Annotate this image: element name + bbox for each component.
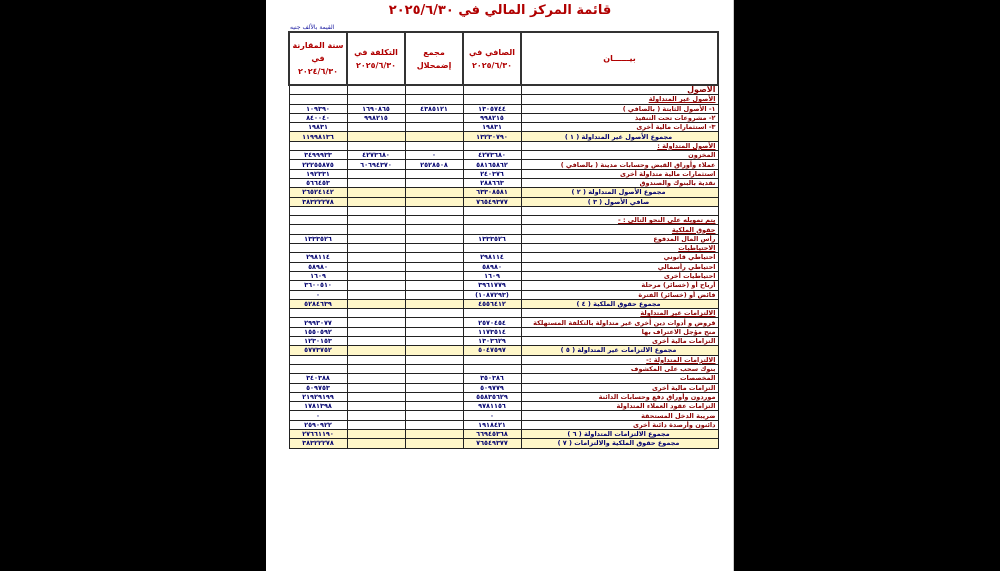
cost-cell [347,411,405,420]
cost-cell [347,290,405,299]
table-row [289,392,718,401]
depreciation-cell [405,337,463,346]
table-row [289,420,718,429]
depreciation-cell [405,113,463,122]
table-row [289,299,718,308]
cost-cell [347,309,405,318]
comparison-cell: ٠ [289,411,347,420]
comparison-cell: ٠ [289,290,347,299]
cost-cell [347,420,405,429]
depreciation-cell [405,169,463,178]
depreciation-cell [405,225,463,234]
table-row [289,411,718,420]
net-cell: ١٩١٨٤٢١ [463,420,521,429]
row-label: ٢- مشروعات تحت التنفيذ [521,113,718,122]
cost-cell [347,206,405,215]
net-cell: ١١٧٣٥١٤ [463,327,521,336]
comparison-cell: ١٩٢٣٣١ [289,169,347,178]
depreciation-cell [405,271,463,280]
table-row [289,85,718,95]
cost-cell [347,234,405,243]
cost-cell [347,429,405,438]
comparison-cell: ٢٧٦٦١١٩٠ [289,429,347,438]
depreciation-cell [405,327,463,336]
comparison-cell: ٣٦٠٠٥١٠ [289,281,347,290]
cost-cell [347,318,405,327]
net-cell [463,95,521,104]
row-label: الأصول المتداولة : [521,141,718,150]
page-title: قائمة المركز المالي في ٢٠٢٥/٦/٣٠ [388,3,612,18]
depreciation-cell [405,281,463,290]
row-label: استثمارات مالية متداولة أخرى [521,169,718,178]
row-label: احتياطيات أخرى [521,271,718,280]
net-cell [463,309,521,318]
comparison-cell: ٢١٩٢٩١٩٩ [289,392,347,401]
net-cell: ٧٦٥٤٩٣٧٧ [463,197,521,206]
table-row [289,225,718,234]
depreciation-cell [405,299,463,308]
depreciation-cell [405,420,463,429]
table-row [289,402,718,411]
comparison-cell: ١٧٨١٣٩٨ [289,402,347,411]
row-label: نقدية بالبنوك والصندوق [521,178,718,187]
depreciation-cell [405,197,463,206]
cost-cell: ٦٠٦٩٤٣٧٠ [347,160,405,169]
cost-cell [347,178,405,187]
net-cell [463,225,521,234]
table-row [289,113,718,122]
depreciation-cell [405,346,463,355]
depreciation-cell [405,392,463,401]
comparison-cell: ١٣٣٣٥٢٦ [289,234,347,243]
depreciation-cell [405,141,463,150]
table-row [289,160,718,169]
cost-cell [347,244,405,253]
cost-cell [347,197,405,206]
net-cell: ٣٥٠٣٨٦ [463,374,521,383]
header-statement: بيــــــان [521,32,718,85]
comparison-cell: ٢٦٥٢٤١٤٢ [289,188,347,197]
cost-cell [347,141,405,150]
cost-cell [347,95,405,104]
row-label: رأس المال المدفوع [521,234,718,243]
comparison-cell [289,85,347,95]
comparison-cell: ٥٠٩٧٥٣ [289,383,347,392]
comparison-cell: ٥٢٨٤٦٣٩ [289,299,347,308]
cost-cell [347,346,405,355]
comparison-cell [289,95,347,104]
comparison-cell [289,244,347,253]
comparison-cell [289,364,347,373]
table-row [289,104,718,113]
depreciation-cell [405,318,463,327]
row-label: ١- الأصول الثابتة ( بالصافي ) [521,104,718,113]
cost-cell [347,299,405,308]
depreciation-cell [405,234,463,243]
financial-position-table [288,31,719,449]
cost-cell [347,123,405,132]
table-row [289,355,718,364]
cost-cell [347,271,405,280]
depreciation-cell [405,374,463,383]
header-net: الصافي في ٢٠٢٥/٦/٣٠ [463,32,521,85]
row-label: دائنون وأرصدة دائنة أخرى [521,420,718,429]
comparison-cell: ٣٤٠٣٨٨ [289,374,347,383]
header-cost: التكلفة في ٢٠٢٥/٦/٣٠ [347,32,405,85]
comparison-cell [289,206,347,215]
depreciation-cell [405,309,463,318]
comparison-cell: ١٢٣٠١٥٣ [289,337,347,346]
statement-page [266,0,734,571]
cost-cell [347,355,405,364]
table-row [289,271,718,280]
row-label: ضريبة الدخل المستحقة [521,411,718,420]
comparison-cell: ٥٧٧٣٧٥٢ [289,346,347,355]
cost-cell [347,337,405,346]
cost-cell [347,85,405,95]
cost-cell [347,439,405,448]
cost-cell [347,188,405,197]
depreciation-cell [405,216,463,225]
header-depreciation: مجمع إضمحلال [405,32,463,85]
net-cell: ٢٤٠٣٧٦ [463,169,521,178]
row-label: فائض أو (خسائر) الفترة [521,290,718,299]
cost-cell [347,225,405,234]
table-row [289,318,718,327]
table-row [289,262,718,271]
net-cell: ٢٥٧٠٤٥٤ [463,318,521,327]
row-label: عملاء وأوراق القبض وحسابات مدينة ( بالصافي ) [521,160,718,169]
row-label: قروض و أدوات دين أخرى غير متداولة بالتكلفة المستهلكة [521,318,718,327]
row-label: المخزون [521,151,718,160]
depreciation-cell: ٠ [405,151,463,160]
cost-cell [347,216,405,225]
cost-cell: ٤٢٧٣٦٨٠ [347,151,405,160]
depreciation-cell [405,364,463,373]
depreciation-cell [405,206,463,215]
row-label: يتم تمويله على النحو التالي : - [521,216,718,225]
table-row [289,383,718,392]
comparison-cell: ٣٤٩٩٩٣٣ [289,151,347,160]
table-row [289,197,718,206]
net-cell: ٥٨٩٨٠ [463,262,521,271]
comparison-cell: ٣٨٣٢٢٢٧٨ [289,197,347,206]
cost-cell [347,402,405,411]
row-label: مجموع الأصول غير المتداولة ( ١ ) [521,132,718,141]
net-cell [463,216,521,225]
row-label: مجموع الأصول المتداولة ( ٢ ) [521,188,718,197]
cost-cell [347,364,405,373]
depreciation-cell: ٢٥٢٨٥٠٨ [405,160,463,169]
comparison-cell: ١١٩٩٨١٣٦ [289,132,347,141]
table-row [289,364,718,373]
net-cell: ٦٣٣٠٨٥٨١ [463,188,521,197]
cost-cell [347,262,405,271]
cost-cell: ١٦٩٠٨٦٥ [347,104,405,113]
net-cell [463,206,521,215]
cost-cell [347,392,405,401]
table-row [289,123,718,132]
table-row [289,188,718,197]
comparison-cell: ٢٩٨١١٤ [289,253,347,262]
depreciation-cell: ٤٣٨٥١٢١ [405,104,463,113]
row-label: أرباح أو (خسائر) مرحلة [521,281,718,290]
table-row [289,374,718,383]
net-cell: ١٣٢٣٠٧٩٠ [463,132,521,141]
comparison-cell: ٥٨٩٨٠ [289,262,347,271]
comparison-cell [289,355,347,364]
table-row [289,346,718,355]
row-label: مجموع الالتزامات غير المتداولة ( ٥ ) [521,346,718,355]
row-label: منح مؤجل الاعتراف بها [521,327,718,336]
comparison-cell: ٢٩٩٣٠٧٧ [289,318,347,327]
table-row [289,309,718,318]
cost-cell [347,383,405,392]
net-cell: ٦٦٩٤٥٣٦٨ [463,429,521,438]
comparison-cell: ١٥٥٠٥٩٢ [289,327,347,336]
table-row [289,141,718,150]
comparison-cell: ٢٥٩٠٩٢٢ [289,420,347,429]
net-cell [463,141,521,150]
comparison-cell: ٨٤٠٠٤٠ [289,113,347,122]
net-cell: ٤٢٧٣٦٨٠ [463,151,521,160]
depreciation-cell [405,290,463,299]
table-row [289,253,718,262]
depreciation-cell [405,402,463,411]
depreciation-cell [405,178,463,187]
cost-cell [347,132,405,141]
table-row [289,216,718,225]
net-cell: ٢٩٨١١٤ [463,253,521,262]
comparison-cell [289,225,347,234]
cost-cell [347,374,405,383]
comparison-cell [289,216,347,225]
table-row [289,95,718,104]
row-label: صافي الأصول ( ٣ ) [521,197,718,206]
row-label: المخصصات [521,374,718,383]
comparison-cell: ١٦٠٩ [289,271,347,280]
net-cell [463,244,521,253]
page-edge [733,0,734,571]
comparison-cell: ١٩٨٣١ [289,123,347,132]
net-cell: ٩٩٨٢١٥ [463,113,521,122]
net-cell [463,85,521,95]
row-label: بنوك سحب على المكشوف [521,364,718,373]
table-row [289,439,718,448]
table-row [289,244,718,253]
depreciation-cell [405,439,463,448]
depreciation-cell [405,355,463,364]
depreciation-cell [405,244,463,253]
row-label: الالتزامات غير المتداولة [521,309,718,318]
table-header-row [289,32,718,85]
depreciation-cell [405,253,463,262]
net-cell: ١٣٠٣٦٢٩ [463,337,521,346]
table-row [289,327,718,336]
net-cell: ٢٨٨٦٦٣ [463,178,521,187]
net-cell: ٥٠٤٧٥٩٧ [463,346,521,355]
cost-cell [347,327,405,336]
row-label: حقوق الملكية [521,225,718,234]
net-cell: (١٠٨٧٢٩٣) [463,290,521,299]
row-label: التزامات مالية أخرى [521,337,718,346]
comparison-cell: ١٠٩٣٩٠ [289,104,347,113]
net-cell: ٥٨١٦٥٨٦٢ [463,160,521,169]
net-cell: ٤٥٥٦٤١٢ [463,299,521,308]
depreciation-cell [405,132,463,141]
depreciation-cell [405,95,463,104]
row-label: التزامات عقود العملاء المتداولة [521,402,718,411]
row-label: ٣- استثمارات مالية أخرى [521,123,718,132]
row-label: الاحتياطيات [521,244,718,253]
depreciation-cell [405,383,463,392]
depreciation-cell [405,85,463,95]
row-label: احتياطي قانوني [521,253,718,262]
cost-cell: ٩٩٨٢١٥ [347,113,405,122]
table-row [289,151,718,160]
header-comparison: سنة المقارنة في ٢٠٢٤/٦/٣٠ [289,32,347,85]
net-cell: ٠ [463,411,521,420]
net-cell: ١٦٠٩ [463,271,521,280]
net-cell: ١٩٨٣١ [463,123,521,132]
depreciation-cell [405,188,463,197]
table-row [289,290,718,299]
comparison-cell: ٢٢٢٥٥٨٧٥ [289,160,347,169]
row-label: مجموع حقوق الملكية ( ٤ ) [521,299,718,308]
table-row [289,234,718,243]
comparison-cell: ٥٦٦٤٥٣ [289,178,347,187]
depreciation-cell [405,262,463,271]
row-label: الأصول [521,85,718,95]
net-cell: ٥٠٩٧٧٩ [463,383,521,392]
table-row [289,132,718,141]
table-row [289,169,718,178]
table-row [289,281,718,290]
net-cell [463,364,521,373]
net-cell: ٩٧٨١١٥٦ [463,402,521,411]
row-label: موردون وأوراق دفع وحسابات الدائنة [521,392,718,401]
net-cell: ٣٩٦١٧٧٩ [463,281,521,290]
depreciation-cell [405,123,463,132]
row-label [521,206,718,215]
net-cell [463,355,521,364]
depreciation-cell [405,429,463,438]
row-label: التزامات مالية أخرى [521,383,718,392]
net-cell: ٥٥٨٣٥٦٢٩ [463,392,521,401]
cost-cell [347,169,405,178]
currency-note: القيمة بالألف جنيه [290,24,335,31]
comparison-cell [289,309,347,318]
row-label: احتياطي رأسمالي [521,262,718,271]
net-cell: ١٣٣٣٥٢٦ [463,234,521,243]
table-row [289,178,718,187]
comparison-cell: ٣٨٣٢٢٢٧٨ [289,439,347,448]
row-label: مجموع الالتزامات المتداولة ( ٦ ) [521,429,718,438]
cost-cell [347,253,405,262]
net-cell: ١٣٠٥٧٤٤ [463,104,521,113]
table-row [289,429,718,438]
table-row [289,206,718,215]
depreciation-cell [405,411,463,420]
comparison-cell [289,141,347,150]
cost-cell [347,281,405,290]
net-cell: ٧٦٥٤٩٣٧٧ [463,439,521,448]
row-label: الالتزامات المتداولة :- [521,355,718,364]
row-label: الأصول غير المتداولة [521,95,718,104]
row-label: مجموع حقوق الملكية والالتزامات ( ٧ ) [521,439,718,448]
table-row [289,337,718,346]
